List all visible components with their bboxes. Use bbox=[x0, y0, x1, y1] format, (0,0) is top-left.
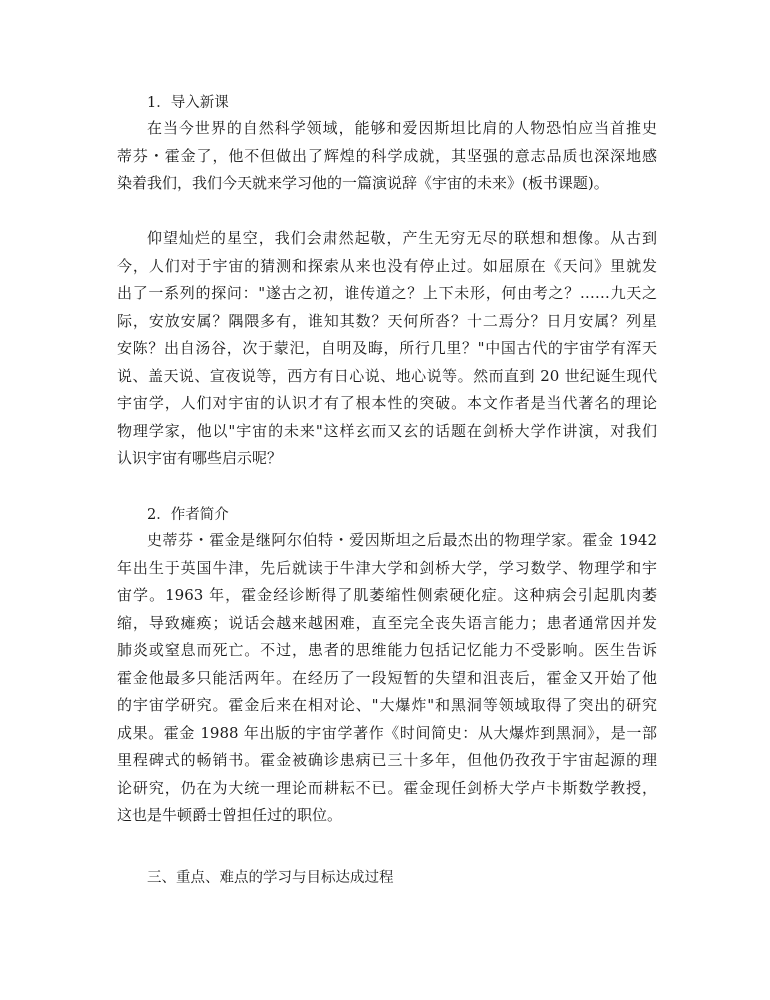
paragraph-line: 年出生于英国牛津，先后就读于牛津大学和剑桥大学，学习数学、物理学和宇 bbox=[117, 558, 657, 577]
paragraph-author bbox=[117, 527, 657, 830]
section-heading-key-points: 三、重点、难点的学习与目标达成过程 bbox=[147, 870, 394, 886]
paragraph-line: 安陈？出自汤谷，次于蒙汜，自明及晦，所行几里？"中国古代的宇宙学有浑天 bbox=[117, 339, 657, 357]
paragraph-line: 宙学。1963 年，霍金经诊断得了肌萎缩性侧索硬化症。这种病会引起肌肉萎 bbox=[117, 586, 657, 604]
paragraph-line: 在当今世界的自然科学领域，能够和爱因斯坦比肩的人物恐怕应当首推史 bbox=[147, 119, 657, 137]
paragraph-line: 际，安放安属？隅隈多有，谁知其数？天何所沓？十二焉分？日月安属？列星 bbox=[117, 311, 657, 330]
paragraph-line: 的宇宙学研究。霍金后来在相对论、"大爆炸"和黑洞等领域取得了突出的研究 bbox=[117, 696, 657, 714]
paragraph-line: 染着我们，我们今天就来学习他的一篇演说辞《宇宙的未来》(板书课题)。 bbox=[117, 174, 609, 192]
paragraph-line: 今，人们对于宇宙的猜测和探索从来也没有停止过。如屈原在《天问》里就发 bbox=[117, 256, 657, 275]
paragraph-line: 蒂芬・霍金了，他不但做出了辉煌的科学成就，其坚强的意志品质也深深地感 bbox=[117, 146, 657, 165]
paragraph-line: 出了一系列的探问："遂古之初，谁传道之？上下未形，何由考之？……九天之 bbox=[117, 284, 657, 302]
paragraph-line: 缩，导致瘫痪；说话会越来越困难，直至完全丧失语言能力；患者通常因并发 bbox=[117, 613, 657, 632]
paragraph-line: 论研究，仍在为大统一理论而耕耘不已。霍金现任剑桥大学卢卡斯数学教授， bbox=[117, 778, 657, 797]
paragraph-line: 成果。霍金 1988 年出版的宇宙学著作《时间简史：从大爆炸到黑洞》，是一部 bbox=[117, 723, 657, 742]
paragraph-line: 里程碑式的畅销书。霍金被确诊患病已三十多年，但他仍孜孜于宇宙起源的理 bbox=[117, 751, 657, 769]
paragraph-line: 史蒂芬・霍金是继阿尔伯特・爱因斯坦之后最杰出的物理学家。霍金 1942 bbox=[147, 531, 657, 549]
paragraph-line: 物理学家，他以"宇宙的未来"这样玄而又玄的话题在剑桥大学作讲演，对我们 bbox=[117, 421, 657, 440]
paragraph-cosmos bbox=[117, 225, 657, 473]
paragraph-intro bbox=[117, 115, 657, 198]
paragraph-line: 说、盖天说、宣夜说等，西方有日心说、地心说等。然而直到 20 世纪诞生现代 bbox=[117, 366, 657, 385]
section-heading-intro: 1．导入新课 bbox=[147, 95, 229, 111]
paragraph-line: 宇宙学，人们对宇宙的认识才有了根本性的突破。本文作者是当代著名的理论 bbox=[117, 394, 657, 412]
paragraph-line: 霍金他最多只能活两年。在经历了一段短暂的失望和沮丧后，霍金又开始了他 bbox=[117, 668, 657, 687]
paragraph-line: 认识宇宙有哪些启示呢？ bbox=[117, 449, 283, 467]
section-heading-author: 2．作者简介 bbox=[147, 507, 229, 523]
paragraph-line: 肺炎或窒息而死亡。不过，患者的思维能力包括记忆能力不受影响。医生告诉 bbox=[117, 641, 657, 659]
paragraph-line: 这也是牛顿爵士曾担任过的职位。 bbox=[117, 806, 343, 824]
paragraph-line: 仰望灿烂的星空，我们会肃然起敬，产生无穷无尽的联想和想像。从古到 bbox=[147, 229, 657, 247]
